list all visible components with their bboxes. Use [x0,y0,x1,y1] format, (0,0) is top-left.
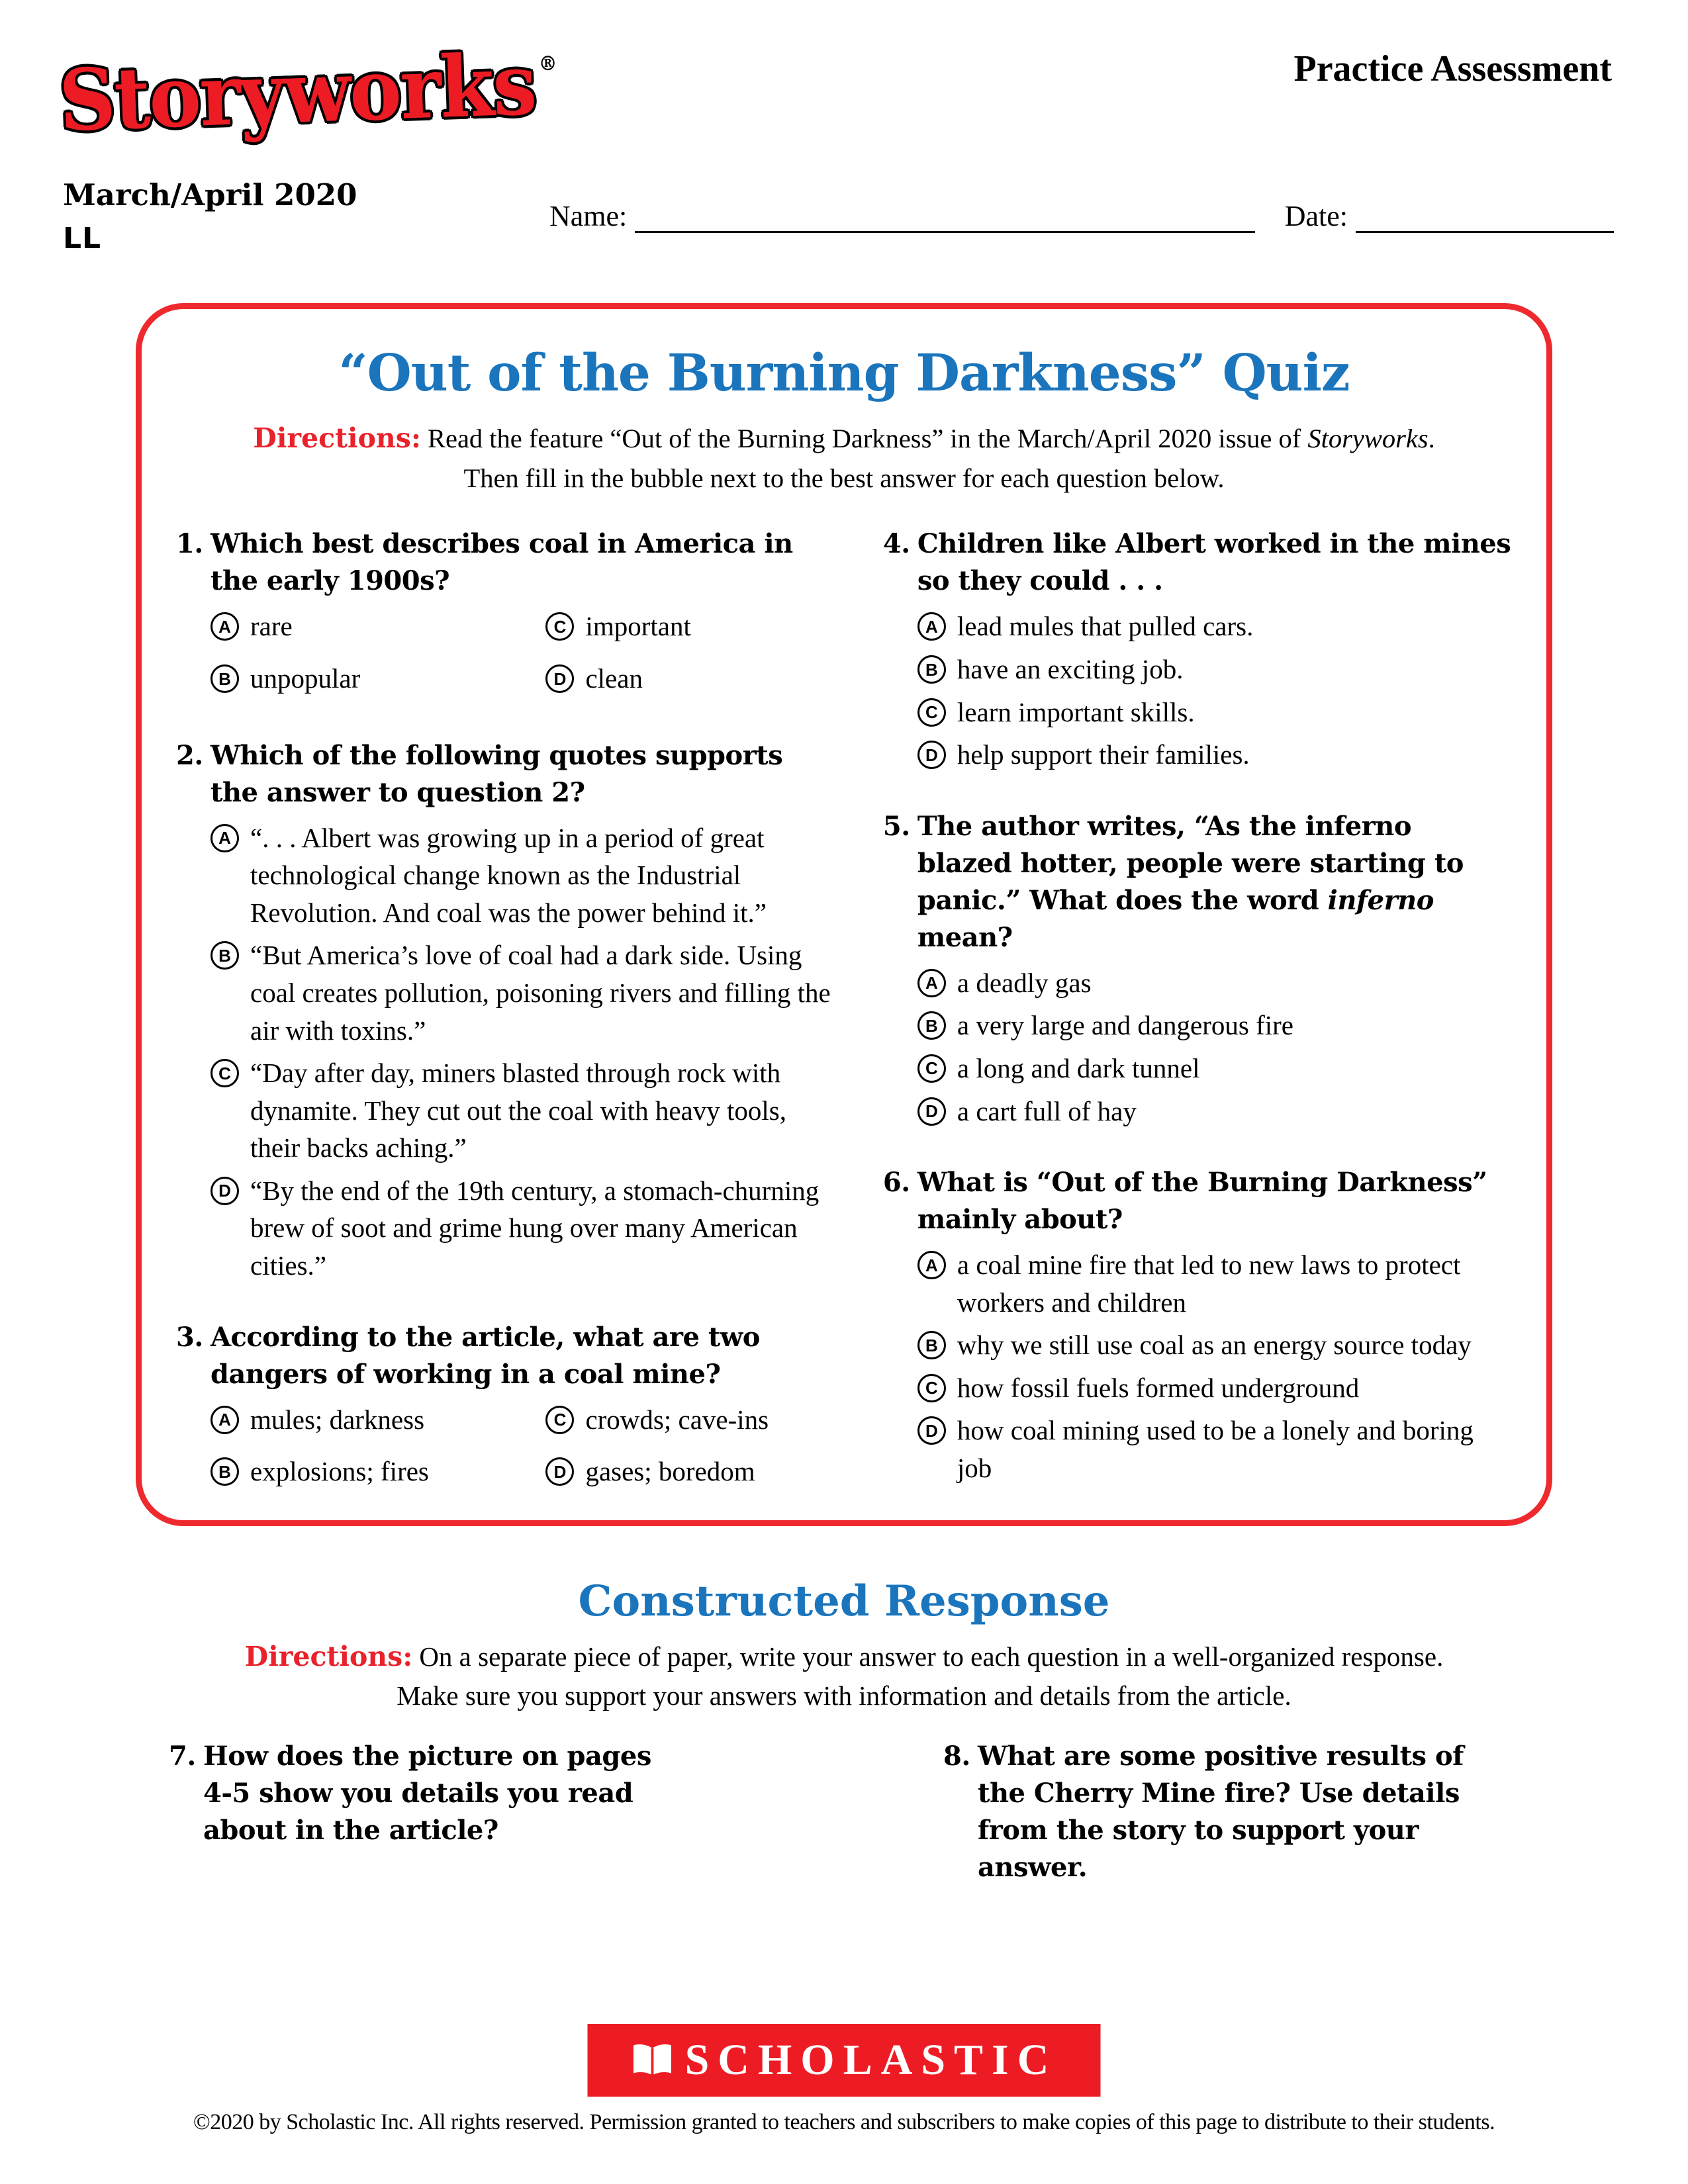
option-6a[interactable] [917,1246,1512,1321]
question-1-stem [176,525,831,600]
question-text-italic-word: inferno [1327,884,1434,916]
option-6c[interactable] [917,1369,1512,1407]
question-4-stem [883,525,1512,600]
option-text: important [585,611,691,642]
option-text: lead mules that pulled cars. [957,611,1254,642]
question-text: Which of the following quotes supports the answer to question 2? [211,739,783,808]
option-5d[interactable] [917,1093,1512,1130]
directions-text-end: . [1428,424,1435,453]
option-6d[interactable] [917,1412,1512,1486]
copyright-line: ©2020 by Scholastic Inc. All rights reserved. Permission granted to teachers and subscribers to make copies of this page to distribute to their students. [193,2110,1495,2134]
option-1c[interactable] [545,608,831,645]
level-code: LL [63,222,102,255]
question-7-stem [169,1738,652,1849]
question-number: 5. [882,810,910,842]
open-book-icon [631,2043,675,2077]
option-text: a very large and dangerous fire [957,1010,1293,1041]
option-6b[interactable] [917,1326,1512,1364]
date-label: Date: [1284,200,1348,232]
option-text: “But America’s love of coal had a dark side. Using coal creates pollution, poisoning rivers and filling the air with toxins.” [250,940,831,1046]
option-1d[interactable] [545,660,831,698]
directions-text: Read the feature “Out of the Burning Darkness” in the March/April 2020 issue of [427,424,1308,453]
question-column-right [883,525,1512,1529]
option-1a[interactable] [211,608,545,645]
question-text: What are some positive results of the Cherry Mine fire? Use details from the story to support your answer. [978,1741,1464,1884]
answer-bubble-b[interactable]: B [917,1331,946,1359]
page-title: Practice Assessment [1293,48,1612,89]
question-8-stem [943,1738,1499,1886]
directions-text: On a separate piece of paper, write your answer to each question in a well-organized response. [419,1641,1444,1672]
option-4c[interactable] [917,694,1512,731]
question-text: What is “Out of the Burning Darkness” mainly about? [917,1167,1487,1236]
constructed-response-section [0,1576,1688,1963]
option-text: how fossil fuels formed underground [957,1372,1360,1403]
answer-bubble-a[interactable]: A [211,1406,239,1434]
option-3d[interactable] [545,1453,831,1490]
option-5a[interactable] [917,964,1512,1002]
answer-bubble-a[interactable]: A [917,612,946,641]
issue-date: March/April 2020 [63,177,357,212]
answer-bubble-c[interactable]: C [545,612,574,641]
question-text-part: mean? [917,921,1013,953]
answer-bubble-b[interactable]: B [917,655,946,684]
directions-label: Directions: [253,422,421,454]
option-1b[interactable] [211,660,545,698]
question-3-options [211,1401,831,1496]
constructed-response-directions [0,1639,1688,1674]
answer-bubble-a[interactable]: A [917,969,946,997]
option-2c[interactable] [211,1054,831,1167]
answer-bubble-c[interactable]: C [917,1054,946,1083]
answer-bubble-d[interactable]: D [545,664,574,693]
name-label: Name: [549,200,628,232]
question-2-options [211,819,831,1285]
option-text: a deadly gas [957,967,1092,998]
question-5-options [917,964,1512,1130]
option-text: have an exciting job. [957,654,1184,685]
quiz-box [136,303,1552,1526]
question-3 [176,1319,831,1496]
answer-bubble-c[interactable]: C [545,1406,574,1434]
question-number: 1. [176,528,203,560]
question-text: How does the picture on pages 4-5 show you details you read about in the article? [203,1741,651,1846]
question-6 [883,1164,1512,1486]
directions-magazine-name: Storyworks [1307,424,1429,453]
quiz-directions [176,420,1512,456]
option-3a[interactable] [211,1401,545,1439]
question-2-stem [176,737,831,811]
storyworks-logo-text: Storyworks [57,34,538,151]
question-3-stem [176,1319,831,1393]
option-text: a cart full of hay [957,1095,1137,1126]
option-4d[interactable] [917,736,1512,774]
answer-bubble-c[interactable]: C [917,698,946,727]
question-columns [176,525,1512,1529]
option-text: explosions; fires [250,1456,429,1487]
question-6-options [917,1246,1512,1486]
answer-bubble-b[interactable]: B [211,941,239,970]
name-date-row [549,199,1614,233]
storyworks-logo [58,34,559,150]
option-5b[interactable] [917,1007,1512,1044]
option-text: mules; darkness [250,1404,425,1435]
question-8 [943,1738,1499,1886]
option-text: a coal mine fire that led to new laws to protect workers and children [957,1250,1461,1318]
answer-bubble-a[interactable]: A [917,1251,946,1279]
scholastic-logo-text: SCHOLASTIC [684,2036,1058,2084]
question-number: 3. [176,1321,203,1353]
answer-bubble-d[interactable]: D [917,1416,946,1445]
option-3b[interactable] [211,1453,545,1490]
question-6-stem [883,1164,1512,1238]
question-4-options [917,608,1512,773]
date-field[interactable] [1356,199,1614,233]
question-5-stem [883,808,1512,956]
option-2d[interactable] [211,1172,831,1285]
answer-bubble-d[interactable]: D [917,1097,946,1126]
constructed-response-title: Constructed Response [578,1576,1110,1626]
option-3c[interactable] [545,1401,831,1439]
answer-bubble-a[interactable]: A [211,612,239,641]
answer-bubble-b[interactable]: B [211,664,239,693]
answer-bubble-b[interactable]: B [211,1457,239,1486]
option-text: “Day after day, miners blasted through rock with dynamite. They cut out the coal with heavy tools, their backs aching.” [250,1058,786,1163]
quiz-title: “Out of the Burning Darkness” Quiz [338,343,1350,403]
registered-trademark-icon: ® [538,51,557,76]
directions-label: Directions: [244,1641,413,1672]
option-text: unpopular [250,663,361,694]
option-text: “. . . Albert was growing up in a period of great technological change known as the Industrial Revolution. And coal was the power behind it.” [250,822,767,928]
option-text: crowds; cave-ins [585,1404,769,1435]
question-column-left [176,525,831,1529]
answer-bubble-d[interactable]: D [917,741,946,769]
question-number: 8. [943,1741,970,1772]
option-text: help support their families. [957,739,1250,770]
option-2a[interactable] [211,819,831,932]
option-4b[interactable] [917,651,1512,688]
question-1-options [211,608,831,702]
answer-bubble-c[interactable]: C [211,1059,239,1087]
question-7 [169,1738,652,1849]
option-text: “By the end of the 19th century, a stomach-churning brew of soot and grime hung over many American cities.” [250,1175,820,1281]
quiz-directions-line2: Then fill in the bubble next to the best answer for each question below. [463,463,1225,494]
name-field[interactable] [635,199,1254,233]
question-5 [883,808,1512,1130]
option-text: gases; boredom [585,1456,755,1487]
answer-bubble-b[interactable]: B [917,1011,946,1040]
constructed-response-questions [0,1738,1688,1963]
answer-bubble-c[interactable]: C [917,1374,946,1402]
option-text: rare [250,611,293,642]
answer-bubble-d[interactable]: D [211,1177,239,1205]
question-number: 4. [882,528,910,560]
option-text: clean [585,663,643,694]
question-text: Children like Albert worked in the mines so they could . . . [917,528,1511,597]
constructed-response-directions-line2: Make sure you support your answers with information and details from the article. [397,1680,1291,1711]
question-4 [883,525,1512,773]
option-text: how coal mining used to be a lonely and boring job [957,1415,1474,1483]
option-5c[interactable] [917,1050,1512,1087]
question-text-part: The author writes, “As the inferno blazed hotter, people were starting to panic.” What does the word [917,810,1464,916]
question-text: Which best describes coal in America in the early 1900s? [211,528,793,597]
option-text: a long and dark tunnel [957,1052,1200,1083]
question-number: 6. [882,1167,910,1199]
option-2b[interactable] [211,936,831,1049]
option-text: learn important skills. [957,696,1195,727]
question-number: 2. [176,739,203,771]
question-2 [176,737,831,1285]
option-4a[interactable] [917,608,1512,645]
scholastic-logo [588,2024,1101,2097]
question-text [917,808,1512,956]
question-text: According to the article, what are two dangers of working in a coal mine? [211,1321,760,1390]
option-text: why we still use coal as an energy source today [957,1330,1472,1361]
answer-bubble-a[interactable]: A [211,824,239,852]
answer-bubble-d[interactable]: D [545,1457,574,1486]
question-1 [176,525,831,702]
question-number: 7. [169,1741,196,1772]
